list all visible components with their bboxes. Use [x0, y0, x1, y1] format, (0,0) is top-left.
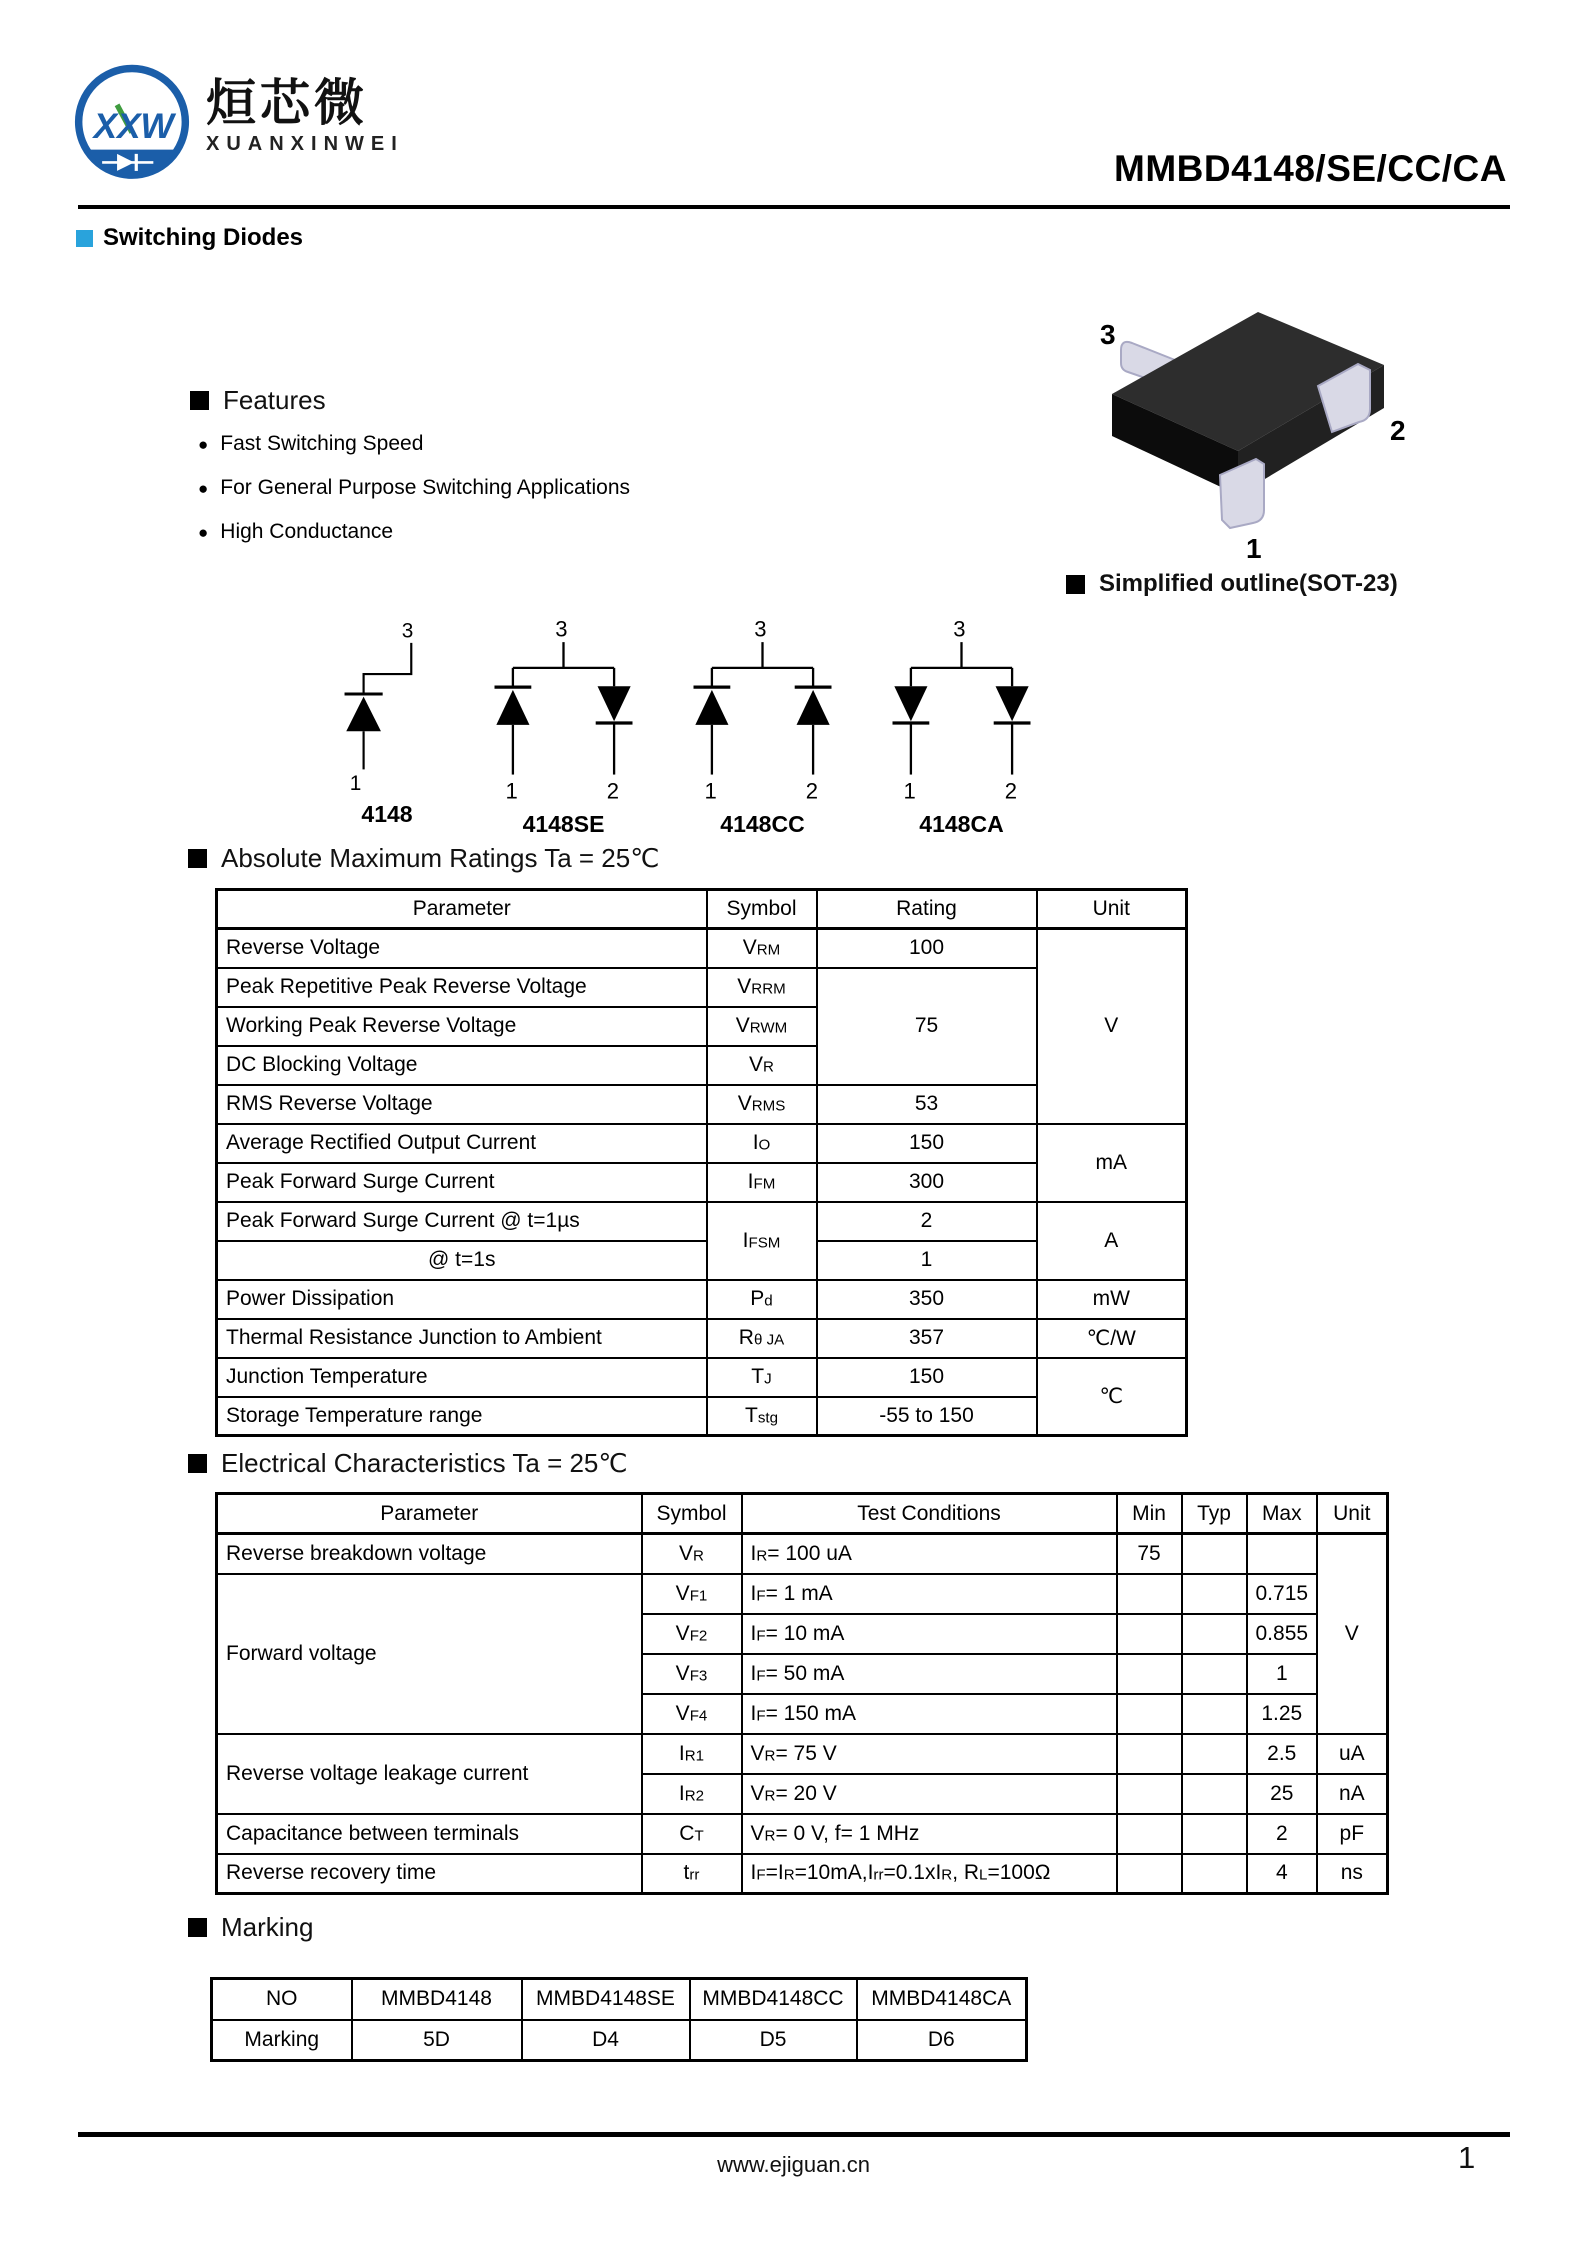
- unit-cell: nA: [1317, 1774, 1387, 1814]
- marking-code-cell: 5D: [352, 2020, 522, 2061]
- part-cell: MMBD4148SE: [522, 1979, 690, 2020]
- unit-cell: V: [1037, 929, 1187, 1124]
- feature-text: For General Purpose Switching Applications: [220, 476, 630, 499]
- parameter-cell: RMS Reverse Voltage: [217, 1085, 707, 1124]
- pin3-label: 3: [401, 620, 414, 643]
- feature-text: High Conductance: [220, 520, 394, 543]
- pin2-label: 2: [606, 778, 620, 804]
- parameter-cell: Thermal Resistance Junction to Ambient: [217, 1319, 707, 1358]
- diode-triangle: [695, 690, 728, 725]
- typ-cell: [1182, 1774, 1247, 1814]
- symbol-cell: IO: [707, 1124, 817, 1163]
- brand-text: [206, 60, 404, 156]
- conditions-cell: VR= 20 V: [742, 1774, 1117, 1814]
- wire: [513, 642, 614, 686]
- pin3-label: 3: [555, 620, 568, 642]
- elec-table: [215, 1492, 1389, 1895]
- black-square-bullet: [1066, 575, 1085, 594]
- min-cell: [1117, 1574, 1182, 1614]
- parameter-cell: Junction Temperature: [217, 1358, 707, 1397]
- abs-max-table: [215, 888, 1188, 1437]
- typ-cell: [1182, 1854, 1247, 1894]
- marking-heading: [188, 1912, 313, 1943]
- col-unit: Unit: [1037, 890, 1187, 929]
- unit-cell: ℃: [1037, 1358, 1187, 1436]
- schematic-4148se-drawing: [476, 620, 651, 804]
- parameter-cell: Average Rectified Output Current: [217, 1124, 707, 1163]
- pin1-label: 1: [1246, 533, 1262, 564]
- symbol-cell: IR1: [642, 1734, 742, 1774]
- company-logo: [68, 60, 404, 188]
- rating-cell: 357: [817, 1319, 1037, 1358]
- conditions-cell: IF= 50 mA: [742, 1654, 1117, 1694]
- schematic-4148cc-drawing: [675, 620, 850, 804]
- conditions-cell: IF= 10 mA: [742, 1614, 1117, 1654]
- rating-cell: -55 to 150: [817, 1397, 1037, 1436]
- table-row: [217, 1734, 1388, 1774]
- col-unit: Unit: [1317, 1494, 1387, 1534]
- col-symbol: Symbol: [642, 1494, 742, 1534]
- symbol-cell: VF3: [642, 1654, 742, 1694]
- marking-title: Marking: [221, 1912, 314, 1942]
- symbol-cell: IFSM: [707, 1202, 817, 1280]
- schematic-4148CA: [874, 620, 1049, 838]
- package-outline-image: [1068, 262, 1418, 572]
- parameter-cell: Peak Forward Surge Current @ t=1µs: [217, 1202, 707, 1241]
- rating-cell: 150: [817, 1358, 1037, 1397]
- max-cell: 2: [1247, 1814, 1318, 1854]
- min-cell: [1117, 1614, 1182, 1654]
- header-divider: [78, 205, 1510, 209]
- marking-code-cell: D4: [522, 2020, 690, 2061]
- black-square-bullet: [188, 849, 207, 868]
- pin1-label: 1: [349, 772, 362, 794]
- bullet-icon: ●: [198, 522, 209, 542]
- symbol-cell: VR: [707, 1046, 817, 1085]
- part-cell: MMBD4148CA: [857, 1979, 1027, 2020]
- table-row: [212, 2020, 1027, 2061]
- schematic-name: 4148SE: [522, 811, 605, 837]
- pin1-label: 1: [505, 778, 518, 804]
- typ-cell: [1182, 1654, 1247, 1694]
- symbol-cell: Rθ JA: [707, 1319, 817, 1358]
- outline-caption-text: Simplified outline(SOT-23): [1099, 570, 1398, 597]
- symbol-cell: VF1: [642, 1574, 742, 1614]
- rating-cell: 100: [817, 929, 1037, 968]
- schematic-4148: [322, 620, 452, 828]
- table-row: [217, 1280, 1187, 1319]
- conditions-cell: VR= 75 V: [742, 1734, 1117, 1774]
- parameter-cell: Storage Temperature range: [217, 1397, 707, 1436]
- max-cell: 2.5: [1247, 1734, 1318, 1774]
- min-cell: [1117, 1694, 1182, 1734]
- schematic-4148CC: [675, 620, 850, 838]
- unit-cell: uA: [1317, 1734, 1387, 1774]
- parameter-cell: Forward voltage: [217, 1574, 642, 1734]
- rating-cell: 350: [817, 1280, 1037, 1319]
- table-row: [217, 1202, 1187, 1241]
- schematic-4148SE: [476, 620, 651, 838]
- symbol-cell: Tstg: [707, 1397, 817, 1436]
- table-row: [217, 1854, 1388, 1894]
- wire: [712, 642, 813, 686]
- unit-cell: A: [1037, 1202, 1187, 1280]
- rating-cell: 300: [817, 1163, 1037, 1202]
- marking-table: [210, 1977, 1028, 2062]
- typ-cell: [1182, 1574, 1247, 1614]
- min-cell: [1117, 1854, 1182, 1894]
- max-cell: 1.25: [1247, 1694, 1318, 1734]
- table-header-row: [217, 1494, 1388, 1534]
- wire: [911, 642, 1012, 686]
- bullet-icon: ●: [198, 434, 209, 454]
- schematic-4148ca-drawing: [874, 620, 1049, 804]
- col-conditions: Test Conditions: [742, 1494, 1117, 1534]
- symbol-cell: VF2: [642, 1614, 742, 1654]
- diode-triangle: [598, 686, 631, 721]
- symbol-cell: VF4: [642, 1694, 742, 1734]
- unit-cell: mW: [1037, 1280, 1187, 1319]
- unit-cell: ns: [1317, 1854, 1387, 1894]
- category-heading: [76, 224, 303, 252]
- sot23-package-icon: [1068, 262, 1418, 567]
- unit-cell: V: [1317, 1534, 1387, 1734]
- pin3-label: 3: [1100, 319, 1116, 350]
- schematic-name: 4148: [361, 801, 413, 827]
- pin2-label: 2: [1004, 778, 1018, 804]
- rating-cell: 2: [817, 1202, 1037, 1241]
- conditions-cell: VR= 0 V, f= 1 MHz: [742, 1814, 1117, 1854]
- col-parameter: Parameter: [217, 1494, 642, 1534]
- parameter-cell: Reverse voltage leakage current: [217, 1734, 642, 1814]
- min-cell: [1117, 1774, 1182, 1814]
- symbol-cell: IR2: [642, 1774, 742, 1814]
- feature-item: [198, 520, 630, 544]
- diode-triangle: [894, 686, 927, 721]
- symbol-cell: trr: [642, 1854, 742, 1894]
- table-header-row: [217, 890, 1187, 929]
- symbol-cell: VRM: [707, 929, 817, 968]
- table-row: [217, 1358, 1187, 1397]
- symbol-cell: VR: [642, 1534, 742, 1574]
- elec-heading: [188, 1448, 628, 1479]
- features-heading: [190, 385, 630, 416]
- symbol-cell: Pd: [707, 1280, 817, 1319]
- rating-cell: 1: [817, 1241, 1037, 1280]
- parameter-cell: Peak Repetitive Peak Reverse Voltage: [217, 968, 707, 1007]
- typ-cell: [1182, 1534, 1247, 1574]
- symbol-cell: CT: [642, 1814, 742, 1854]
- rating-cell: 75: [817, 968, 1037, 1085]
- typ-cell: [1182, 1814, 1247, 1854]
- symbol-cell: IFM: [707, 1163, 817, 1202]
- unit-cell: mA: [1037, 1124, 1187, 1202]
- conditions-cell: IF= 1 mA: [742, 1574, 1117, 1614]
- black-square-bullet: [190, 391, 209, 410]
- symbol-cell: TJ: [707, 1358, 817, 1397]
- col-rating: Rating: [817, 890, 1037, 929]
- black-square-bullet: [188, 1918, 207, 1937]
- abs-max-title: Absolute Maximum Ratings Ta = 25℃: [221, 843, 660, 873]
- col-max: Max: [1247, 1494, 1318, 1534]
- logo-mark-icon: [68, 60, 196, 188]
- part-number-title: MMBD4148/SE/CC/CA: [1114, 148, 1507, 189]
- table-row: [212, 1979, 1027, 2020]
- col-parameter: Parameter: [217, 890, 707, 929]
- typ-cell: [1182, 1614, 1247, 1654]
- rating-cell: 150: [817, 1124, 1037, 1163]
- abs-max-heading: [188, 843, 659, 874]
- conditions-cell: IF=IR=10mA,Irr=0.1xIR, RL=100Ω: [742, 1854, 1117, 1894]
- features-title: Features: [223, 385, 326, 415]
- logo-monogram: XXW: [93, 106, 174, 146]
- parameter-cell: DC Blocking Voltage: [217, 1046, 707, 1085]
- website-url: www.ejiguan.cn: [717, 2152, 870, 2177]
- pin3-label: 3: [953, 620, 966, 642]
- conditions-cell: IR= 100 uA: [742, 1534, 1117, 1574]
- table-row: [217, 929, 1187, 968]
- pin2-label: 2: [1390, 415, 1406, 446]
- pin2-label: 2: [805, 778, 819, 804]
- max-cell: 4: [1247, 1854, 1318, 1894]
- table-row: [217, 1574, 1388, 1614]
- table-row: [217, 1814, 1388, 1854]
- pin1-label: 1: [704, 778, 717, 804]
- brand-name-chinese: 烜芯微: [206, 75, 368, 131]
- typ-cell: [1182, 1694, 1247, 1734]
- max-cell: 25: [1247, 1774, 1318, 1814]
- unit-cell: ℃/W: [1037, 1319, 1187, 1358]
- symbol-cell: VRWM: [707, 1007, 817, 1046]
- marking-code-cell: D6: [857, 2020, 1027, 2061]
- table-row: [217, 1534, 1388, 1574]
- diode-triangle: [797, 690, 830, 725]
- page-number: 1: [1458, 2140, 1476, 2175]
- brand-name-english: XUANXINWEI: [206, 133, 404, 155]
- schematic-name: 4148CA: [919, 811, 1004, 837]
- symbol-cell: VRRM: [707, 968, 817, 1007]
- max-cell: [1247, 1534, 1318, 1574]
- table-row: [217, 1319, 1187, 1358]
- parameter-cell: Peak Forward Surge Current: [217, 1163, 707, 1202]
- diode-triangle: [346, 697, 381, 732]
- feature-item: [198, 476, 630, 500]
- part-cell: MMBD4148: [352, 1979, 522, 2020]
- max-cell: 1: [1247, 1654, 1318, 1694]
- part-cell: MMBD4148CC: [690, 1979, 857, 2020]
- conditions-cell: IF= 150 mA: [742, 1694, 1117, 1734]
- feature-text: Fast Switching Speed: [220, 432, 424, 455]
- parameter-cell: Reverse Voltage: [217, 929, 707, 968]
- min-cell: 75: [1117, 1534, 1182, 1574]
- feature-list: [190, 432, 630, 544]
- outline-caption: [1066, 570, 1398, 598]
- blue-square-bullet: [76, 230, 93, 247]
- min-cell: [1117, 1654, 1182, 1694]
- symbol-cell: VRMS: [707, 1085, 817, 1124]
- no-header-cell: NO: [212, 1979, 352, 2020]
- diode-triangle: [996, 686, 1029, 721]
- parameter-cell: Power Dissipation: [217, 1280, 707, 1319]
- footer-divider: [78, 2132, 1510, 2137]
- max-cell: 0.715: [1247, 1574, 1318, 1614]
- col-min: Min: [1117, 1494, 1182, 1534]
- table-row: [217, 1124, 1187, 1163]
- marking-label-cell: Marking: [212, 2020, 352, 2061]
- category-label: Switching Diodes: [103, 224, 304, 251]
- col-typ: Typ: [1182, 1494, 1247, 1534]
- rating-cell: 53: [817, 1085, 1037, 1124]
- diode-triangle: [496, 690, 529, 725]
- max-cell: 0.855: [1247, 1614, 1318, 1654]
- pin3-label: 3: [754, 620, 767, 642]
- parameter-cell: Working Peak Reverse Voltage: [217, 1007, 707, 1046]
- parameter-cell: @ t=1s: [217, 1241, 707, 1280]
- parameter-cell: Reverse breakdown voltage: [217, 1534, 642, 1574]
- min-cell: [1117, 1814, 1182, 1854]
- schematic-4148-drawing: [322, 620, 452, 794]
- wire: [364, 643, 412, 693]
- marking-code-cell: D5: [690, 2020, 857, 2061]
- elec-title: Electrical Characteristics Ta = 25℃: [221, 1448, 628, 1478]
- typ-cell: [1182, 1734, 1247, 1774]
- parameter-cell: Capacitance between terminals: [217, 1814, 642, 1854]
- col-symbol: Symbol: [707, 890, 817, 929]
- diode-schematics-row: [322, 620, 1049, 838]
- bullet-icon: ●: [198, 478, 209, 498]
- parameter-cell: Reverse recovery time: [217, 1854, 642, 1894]
- pin1-label: 1: [903, 778, 916, 804]
- feature-item: [198, 432, 630, 456]
- features-section: [190, 385, 630, 564]
- unit-cell: pF: [1317, 1814, 1387, 1854]
- min-cell: [1117, 1734, 1182, 1774]
- black-square-bullet: [188, 1454, 207, 1473]
- schematic-name: 4148CC: [720, 811, 805, 837]
